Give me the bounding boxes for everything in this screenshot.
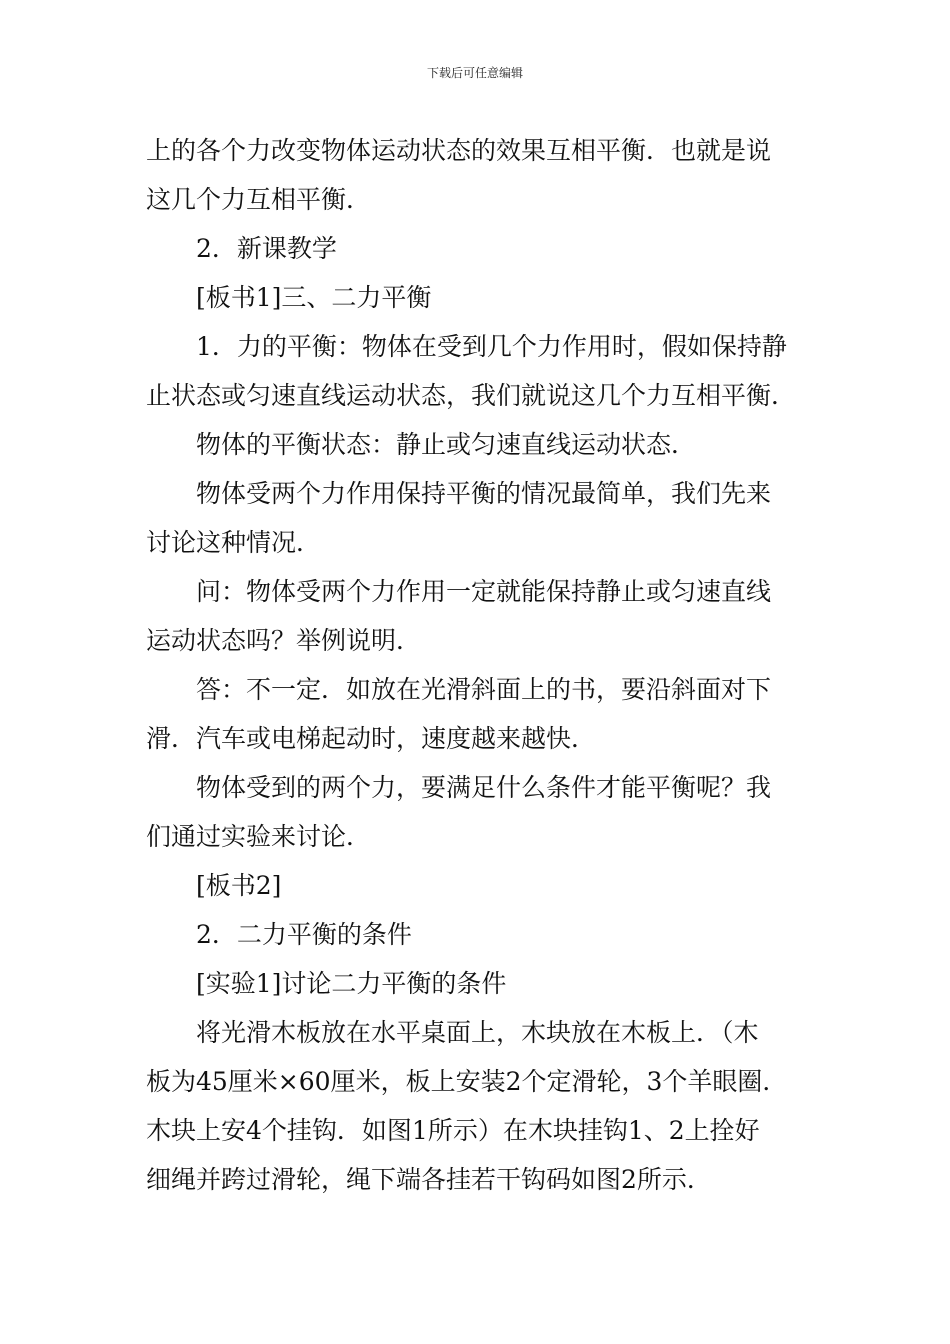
text-line: 物体受到的两个力，要满足什么条件才能平衡呢？我 [196,773,772,802]
section-heading: 2．新课教学 [196,234,337,263]
text-line: 这几个力互相平衡． [146,185,372,214]
text-line: 止状态或匀速直线运动状态，我们就说这几个力互相平衡． [146,381,797,410]
text-line: 们通过实验来讨论． [146,822,372,851]
question-line: 问：物体受两个力作用一定就能保持静止或匀速直线 [196,577,772,606]
text-line: 滑．汽车或电梯起动时，速度越来越快． [146,724,597,753]
answer-line: 答：不一定．如放在光滑斜面上的书，要沿斜面对下 [196,675,772,704]
section-heading: 2．二力平衡的条件 [196,920,412,949]
board-note: [板书1]三、二力平衡 [196,283,432,312]
text-line: 运动状态吗？举例说明． [146,626,422,655]
text-line: 细绳并跨过滑轮，绳下端各挂若干钩码如图2所示． [146,1165,712,1194]
text-line: 上的各个力改变物体运动状态的效果互相平衡．也就是说 [146,136,772,165]
text-line: 物体的平衡状态：静止或匀速直线运动状态． [196,430,697,459]
experiment-heading: [实验1]讨论二力平衡的条件 [196,969,507,998]
page-header: 下载后可任意编辑 [426,66,523,80]
text-line: 板为45厘米×60厘米，板上安装2个定滑轮，3个羊眼圈． [146,1067,788,1096]
board-note: [板书2] [196,871,282,900]
document-body [146,126,810,1204]
text-line: 将光滑木板放在水平桌面上，木块放在木板上．（木 [196,1018,759,1047]
text-line: 木块上安4个挂钩．如图1所示）在木块挂钩1、2上拴好 [146,1116,760,1145]
text-line: 讨论这种情况． [146,528,322,557]
text-line: 1．力的平衡：物体在受到几个力作用时，假如保持静 [196,332,787,361]
text-line: 物体受两个力作用保持平衡的情况最简单，我们先来 [196,479,772,508]
